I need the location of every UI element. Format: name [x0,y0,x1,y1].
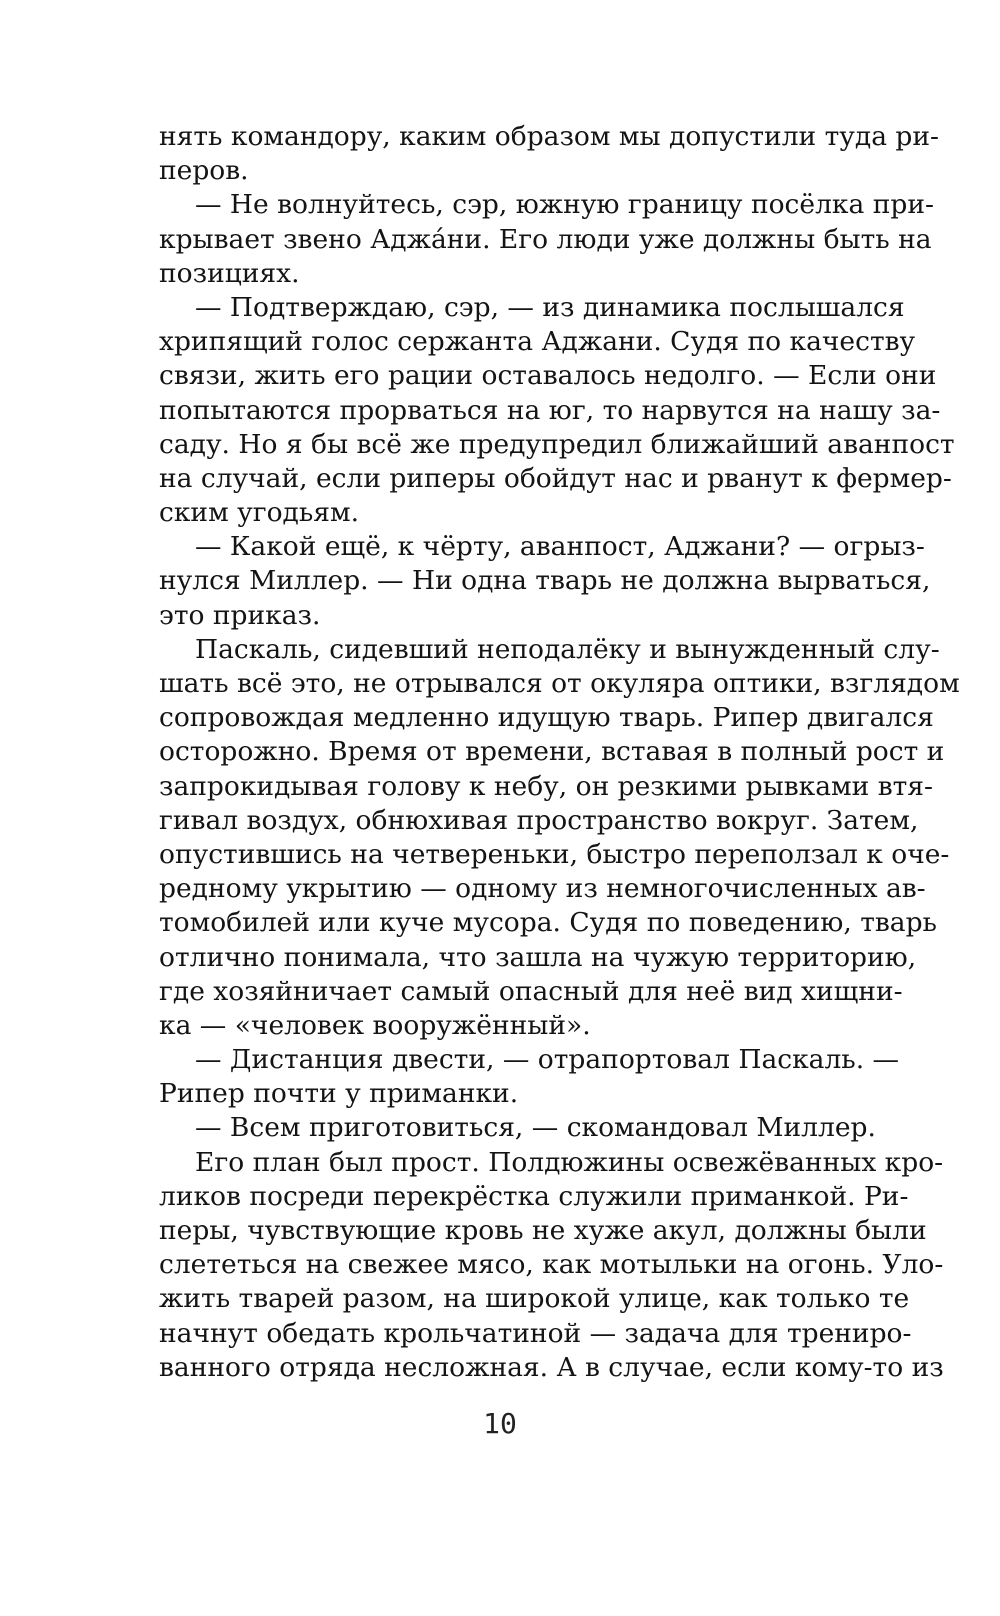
text-line: запрокидывая голову к небу, он резкими рывками втя- [159,770,933,802]
text-line: саду. Но я бы всё же предупредил ближайший аванпост [159,428,955,460]
text-line: шать всё это, не отрывался от окуляра оптики, взглядом [159,668,960,699]
text-line: крывает звено Аджáни. Его люди уже должны быть на [159,223,932,255]
text-line: гивал воздух, обнюхивая пространство вокруг. Затем, [159,804,919,836]
text-line: на случай, если риперы обойдут нас и рванут к фермер- [159,462,952,494]
text-line: осторожно. Время от времени, вставая в полный рост и [159,736,945,768]
text-line: хрипящий голос сержанта Аджани. Судя по качеству [159,326,916,358]
text-line: перов. [159,155,249,187]
page-number: 10 [483,1407,517,1440]
text-line: ванного отряда несложная. А в случае, если кому-то из [159,1351,944,1383]
text-line: — Всем приготовиться, — скомандовал Миллер. [195,1112,876,1144]
text-line: — Не волнуйтесь, сэр, южную границу посёлка при- [195,189,934,221]
text-line: ликов посреди перекрёстка служили приманкой. Ри- [159,1180,909,1212]
text-line: ским угодьям. [159,497,360,529]
text-line: Его план был прост. Полдюжины освежёванных кро- [195,1146,944,1178]
text-line: попытаются прорваться на юг, то нарвутся на нашу за- [159,394,941,426]
text-line: нять командору, каким образом мы допустили туда ри- [159,121,940,152]
text-line: — Какой ещё, к чёрту, аванпост, Аджани? — огрыз- [195,531,925,563]
text-line: позициях. [159,257,300,289]
text-line: — Дистанция двести, — отрапортовал Паскаль. — [195,1044,900,1076]
text-line: слететься на свежее мясо, как мотыльки на огонь. Уло- [159,1249,944,1281]
text-line: отлично понимала, что зашла на чужую территорию, [159,941,917,973]
text-line: редному укрытию — одному из немногочисленных ав- [159,873,926,905]
text-line: где хозяйничает самый опасный для неё вид хищни- [159,975,903,1007]
text-line: — Подтверждаю, сэр, — из динамика послышался [195,291,905,323]
text-line: Паскаль, сидевший неподалёку и вынужденный слу- [195,633,940,665]
text-line: связи, жить его рации оставалось недолго. — Если они [159,360,937,392]
text-line: это приказ. [159,599,321,631]
text-line: начнут обедать крольчатиной — задача для трениро- [159,1317,912,1349]
text-line: сопровождая медленно идущую тварь. Рипер двигался [159,702,934,734]
text-line: ка — «человек вооружённый». [159,1009,591,1041]
text-line: перы, чувствующие кровь не хуже акул, должны были [159,1215,927,1246]
text-line: опустившись на четвереньки, быстро переползал к оче- [159,838,950,870]
text-line: Рипер почти у приманки. [159,1078,519,1110]
page-text-block [159,120,960,1385]
text-line: томобилей или куче мусора. Судя по поведению, тварь [159,907,937,939]
text-line: жить тварей разом, на широкой улице, как только те [159,1283,910,1315]
text-line: нулся Миллер. — Ни одна тварь не должна вырваться, [159,565,931,597]
